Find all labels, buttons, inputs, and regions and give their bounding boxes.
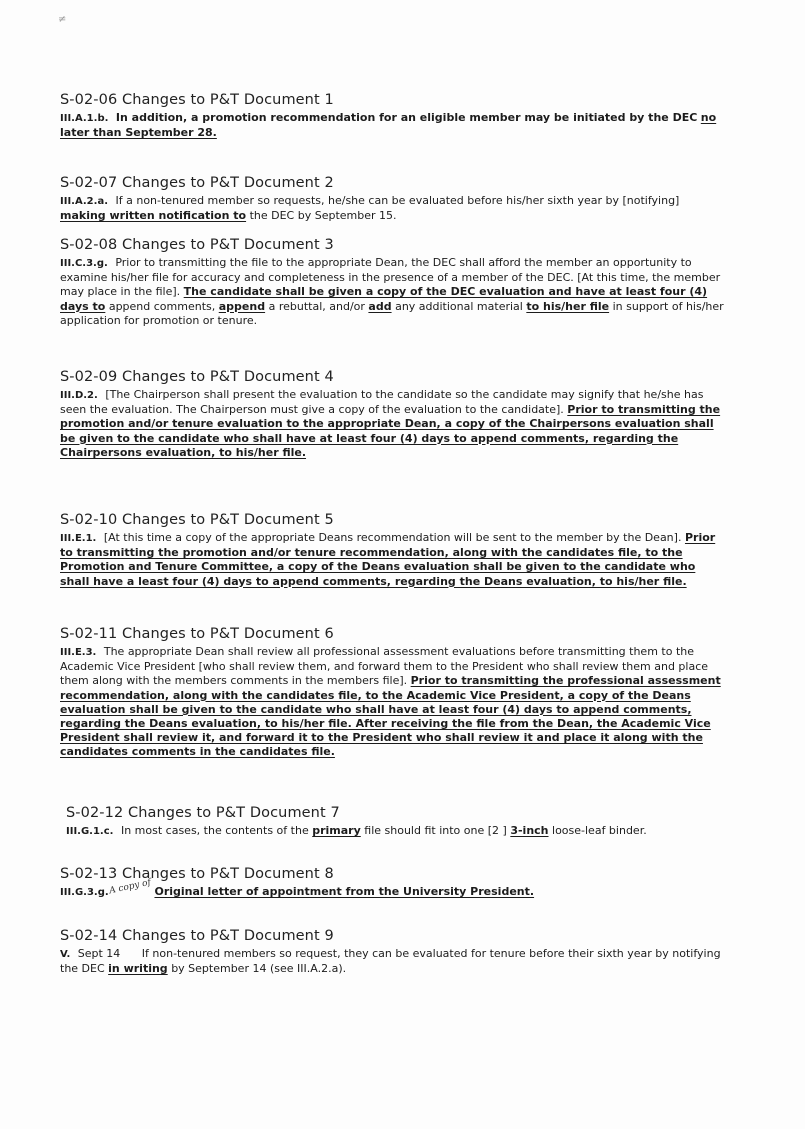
section-reference: III.D.2. <box>60 390 98 401</box>
section-s-02-14 <box>60 928 725 976</box>
section-s-02-06 <box>60 92 725 140</box>
inserted-text: Prior to transmitting the promotion and/or tenure recommendation, along with the candidates file, to the Promotion and Tenure Committee, a copy of the Deans evaluation shall be given to the candidate who shall have a least four (4) days to append comments, regarding the Deans evaluation, to his/her file. <box>60 531 716 588</box>
section-reference: III.A.2.a. <box>60 196 108 207</box>
section-s-02-10 <box>60 512 725 589</box>
section-heading: S-02-11 Changes to P&T Document 6 <box>60 626 334 642</box>
section-s-02-07 <box>60 175 725 223</box>
section-heading: S-02-09 Changes to P&T Document 4 <box>60 369 334 385</box>
section-heading: S-02-14 Changes to P&T Document 9 <box>60 928 334 944</box>
body-text: In most cases, the contents of the <box>120 824 309 837</box>
section-s-02-13 <box>60 866 725 900</box>
body-text: [The Chairperson shall present the evaluation to the candidate so the candidate may signify that he/she has seen the evaluation. The Chairperson must give a copy of the evaluation to the candidate]. <box>60 388 704 417</box>
body-text: any additional material <box>395 299 523 313</box>
section-s-02-12 <box>66 805 731 839</box>
section-reference: V. <box>60 949 71 960</box>
scan-mark: ≠ <box>58 14 67 25</box>
section-date: Sept 14 <box>77 947 121 960</box>
section-body <box>60 194 725 223</box>
section-heading: S-02-10 Changes to P&T Document 5 <box>60 512 334 528</box>
body-text: If non-tenured members so request, they can be evaluated for tenure before their sixth year by notifying the DEC <box>60 947 721 976</box>
body-text: the DEC by September 15. <box>249 209 397 223</box>
section-reference: III.C.3.g. <box>60 258 108 269</box>
inserted-text: add <box>368 299 392 313</box>
section-body <box>66 824 731 839</box>
inserted-text: primary <box>312 824 361 837</box>
section-heading: S-02-06 Changes to P&T Document 1 <box>60 92 334 108</box>
section-body <box>60 877 725 900</box>
section-heading: S-02-08 Changes to P&T Document 3 <box>60 237 334 253</box>
section-reference: III.E.1. <box>60 533 97 544</box>
inserted-text: Prior to transmitting the promotion and/or tenure evaluation to the appropriate Dean, a copy of the Chairpersons evaluation shall be given to the candidate who shall have at least four (4) days to append comments, regarding the Chairpersons evaluation, to his/her file. <box>60 403 721 459</box>
section-body <box>60 111 725 140</box>
body-text: [At this time a copy of the appropriate Deans recommendation will be sent to the member by the Dean]. <box>103 531 682 544</box>
inserted-text: making written notification to <box>60 209 247 223</box>
section-s-02-08 <box>60 237 725 328</box>
section-heading: S-02-07 Changes to P&T Document 2 <box>60 175 334 191</box>
section-reference: III.G.3.g. <box>60 887 109 898</box>
body-text: The appropriate Dean shall review all professional assessment evaluations before transmitting them to the Academic Vice President [who shall review them, and forward them to the President who shall review them and place them along with the members comments in the members file]. <box>60 645 709 688</box>
inserted-text: append <box>218 299 266 313</box>
section-heading: S-02-13 Changes to P&T Document 8 <box>60 866 334 882</box>
section-body <box>60 947 725 976</box>
section-body <box>60 645 725 760</box>
inserted-text: to his/her file <box>526 299 610 313</box>
body-text: append comments, <box>108 299 216 313</box>
section-heading: S-02-12 Changes to P&T Document 7 <box>66 805 340 821</box>
body-text: by September 14 (see III.A.2.a). <box>171 962 347 976</box>
section-s-02-09 <box>60 369 725 460</box>
section-reference: III.E.3. <box>60 647 97 658</box>
section-reference: III.A.1.b. <box>60 113 109 124</box>
section-s-02-11 <box>60 626 725 760</box>
body-text: file should fit into one [2 ] <box>364 824 507 837</box>
inserted-text: in writing <box>108 962 168 976</box>
body-text: In addition, a promotion recommendation for an eligible member may be initiated by the DEC <box>115 111 698 124</box>
section-reference: III.G.1.c. <box>66 826 114 837</box>
body-text: Prior to transmitting the file to the appropriate Dean, the DEC shall afford the member an opportunity to examine his/her file for accuracy and completeness in the presence of a member of the DEC. [At this time, the member may place in the file]. <box>60 256 721 299</box>
inserted-text: Original letter of appointment from the University President. <box>154 885 535 898</box>
inserted-text: The candidate shall be given a copy of the DEC evaluation and have at least four (4) days to <box>60 285 708 313</box>
handwritten-annotation: A copy of <box>108 877 152 897</box>
inserted-text: Prior to transmitting the professional assessment recommendation, along with the candidates file, to the Academic Vice President, a copy of the Deans evaluation shall be given to the candidate who shall have at least four (4) days to append comments, regarding the Deans evaluation, to his/her file. After receiving the file from the Dean, the Academic Vice President shall review it, and forward it to the President who shall review it and place it along with the candidates comments in the candidates file. <box>60 674 721 759</box>
section-body <box>60 256 725 328</box>
section-body <box>60 388 725 460</box>
inserted-text: no later than September 28. <box>60 111 717 140</box>
body-text: If a non-tenured member so requests, he/she can be evaluated before his/her sixth year by [notifying] <box>115 194 680 207</box>
body-text: a rebuttal, and/or <box>268 299 365 313</box>
inserted-text: 3-inch <box>510 824 549 837</box>
section-body <box>60 531 725 589</box>
body-text: loose-leaf binder. <box>552 824 647 837</box>
body-text: in support of his/her application for promotion or tenure. <box>60 299 724 327</box>
